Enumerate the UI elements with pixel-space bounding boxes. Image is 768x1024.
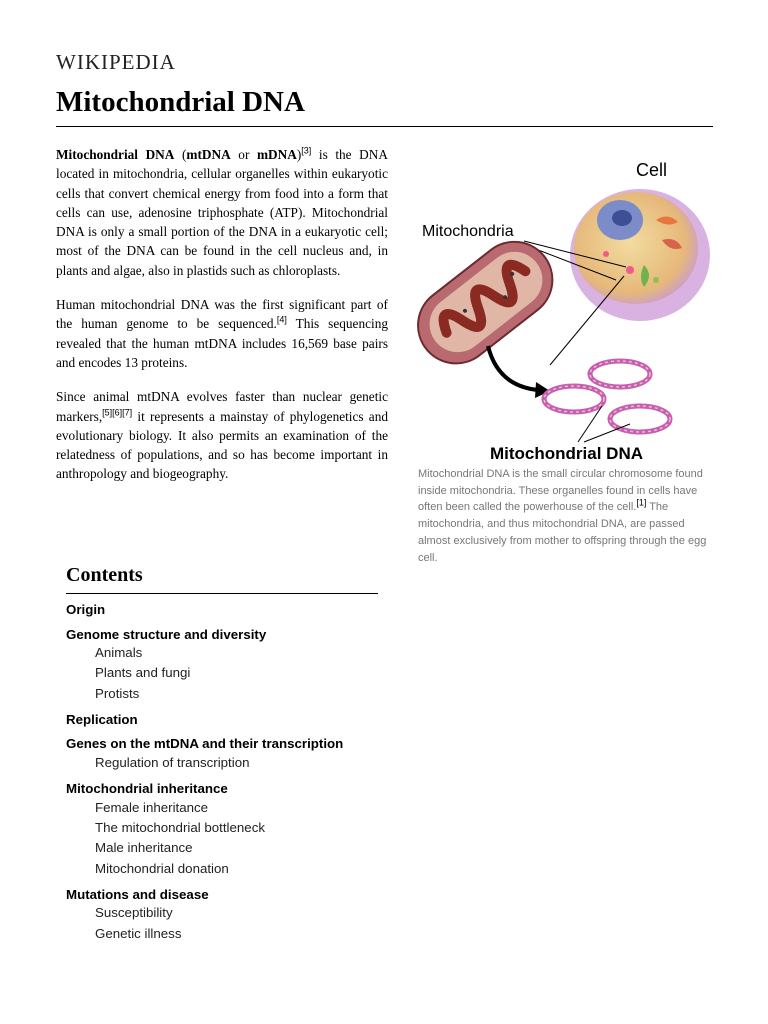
toc-section-link[interactable]: Mutations and disease xyxy=(66,886,209,902)
label-mitochondrial-dna: Mitochondrial DNA xyxy=(490,444,643,462)
text-fragment: ( xyxy=(174,147,187,162)
ref-4-link[interactable]: [4] xyxy=(276,314,287,325)
toc-subsection-link[interactable]: Animals xyxy=(95,645,143,660)
text-fragment: This sequencing revealed that the human mtDNA includes 16,569 base pairs and encodes 13 proteins. xyxy=(56,316,388,370)
toc-subsection-link[interactable]: Protists xyxy=(95,685,140,701)
toc-list xyxy=(66,602,378,944)
toc-subsection-link[interactable]: Mitochondrial donation xyxy=(95,860,229,876)
text-fragment: Since animal mtDNA evolves faster than nuclear genetic markers, xyxy=(56,389,388,424)
label-mitochondria: Mitochondria xyxy=(422,223,514,240)
mitochondria-figure xyxy=(416,150,710,462)
intro-paragraph xyxy=(56,145,388,280)
toc-section-link[interactable]: Genome structure and diversity xyxy=(66,626,267,642)
cell-drawing xyxy=(570,189,710,321)
toc-subsection-link[interactable]: Regulation of transcription xyxy=(95,754,250,770)
title-divider xyxy=(56,126,713,127)
text-fragment: it represents a mainstay of phylogenetics and evolutionary biology. It also permits an examination of the relatedness of populations, and so has become important in anthropology and biogeography. xyxy=(56,408,388,482)
toc-subsection-link[interactable]: Genetic illness xyxy=(95,925,182,941)
toc-subsection-link[interactable]: Male inheritance xyxy=(95,840,193,856)
toc-subsection-link[interactable]: The mitochondrial bottleneck xyxy=(95,819,265,835)
text-fragment: Human mitochondrial DNA was the first significant part of the human genome to be sequenced. xyxy=(56,297,388,332)
toc-section-link[interactable]: Genes on the mtDNA and their transcription xyxy=(66,736,344,752)
mitochondrial-dna-illustration xyxy=(416,150,710,462)
pointer-line xyxy=(584,424,630,442)
ref-5-6-7-links[interactable]: [5][6][7] xyxy=(102,407,133,418)
text-fragment: or xyxy=(230,147,257,162)
article-body xyxy=(56,145,388,499)
paragraph-3 xyxy=(56,387,388,483)
intro-text: is the DNA located in mitochondria, cellular organelles within eukaryotic cells that convert chemical energy from food into a form that cells can use, adenosine triphosphate (ATP). Mitochondrial DNA is only a small portion of the DNA in a eukaryotic cell; most of the DNA can be found in the cell nucleus and, in plants and algae, also in plastids such as chloroplasts. xyxy=(56,147,388,278)
toc-subsection-link[interactable]: Plants and fungi xyxy=(95,665,191,681)
toc-subsection-link[interactable]: Susceptibility xyxy=(95,905,173,921)
text-fragment: Mitochondrial DNA is the small circular chromosome found inside mitochondria. These organelles found in cells have often been called the powerhouse of the cell. xyxy=(418,468,703,514)
ref-3-link[interactable]: [3] xyxy=(301,145,312,156)
wikipedia-logo[interactable]: WIKIPEDIA xyxy=(56,50,176,74)
text-fragment: The mitochondria, and thus mitochondrial DNA, are passed almost exclusively from mother to offspring through the egg cell. xyxy=(418,501,707,564)
dna-rings xyxy=(544,361,670,432)
figure-caption xyxy=(418,466,708,566)
toc-section-link[interactable]: Origin xyxy=(66,602,106,617)
toc-subsection-link[interactable]: Female inheritance xyxy=(95,799,209,815)
page-title: Mitochondrial DNA xyxy=(56,86,305,118)
abbr-mdna: mDNA xyxy=(256,147,297,162)
contents-heading: Contents xyxy=(66,564,378,594)
abbr-mtdna: mtDNA xyxy=(186,147,231,162)
paragraph-2 xyxy=(56,295,388,372)
text-fragment: ) xyxy=(296,147,302,162)
intro-term: Mitochondrial DNA xyxy=(56,147,175,162)
arrow xyxy=(488,346,538,390)
toc-section-link[interactable]: Mitochondrial inheritance xyxy=(66,781,228,797)
caption-ref-1-link[interactable]: [1] xyxy=(636,497,647,508)
label-cell: Cell xyxy=(636,160,668,180)
toc-section-link[interactable]: Replication xyxy=(66,711,138,727)
table-of-contents xyxy=(66,564,378,944)
